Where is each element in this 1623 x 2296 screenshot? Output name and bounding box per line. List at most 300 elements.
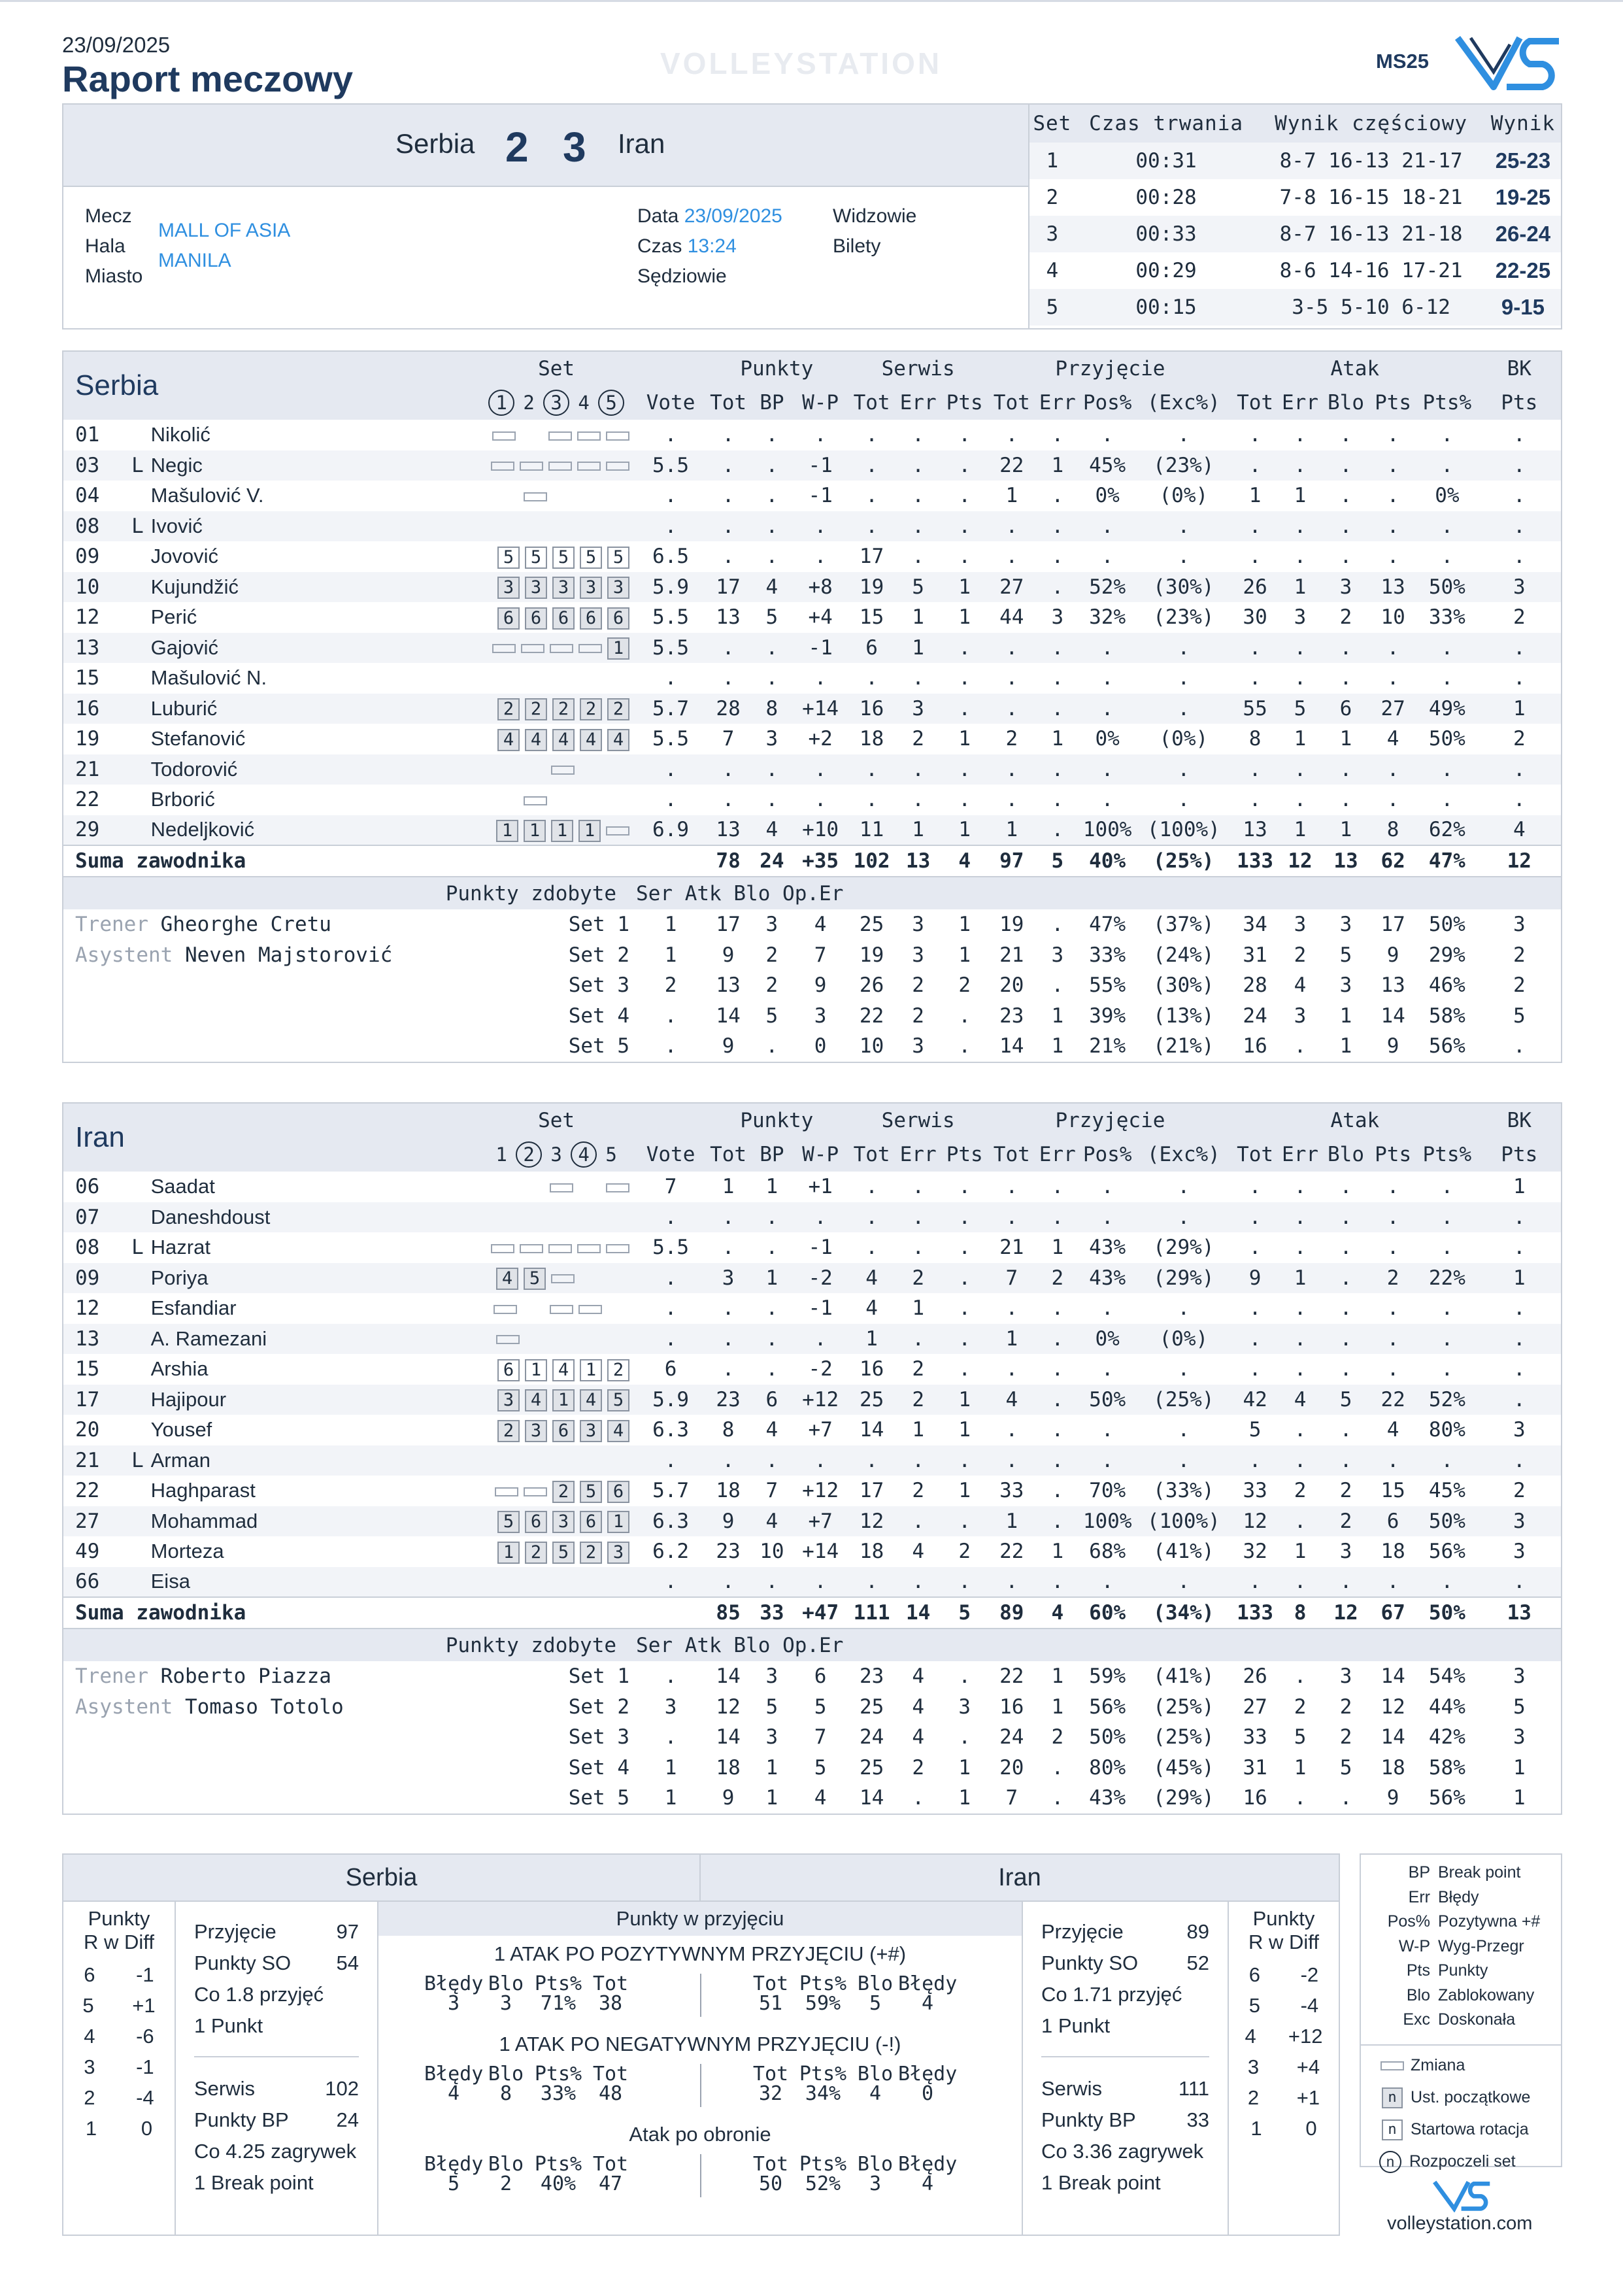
player-stat: 50% [1080,1385,1135,1415]
player-row[interactable] [63,1232,1561,1263]
player-stat: 33 [1243,1479,1267,1503]
player-stat: (30%) [1135,572,1233,603]
set-index: 1 [617,913,630,937]
player-stat: 2 [1294,1479,1307,1503]
player-stat: -2 [793,1263,848,1294]
player-row[interactable] [63,815,1561,846]
player-stat: . [1051,788,1064,812]
player-row[interactable] [63,1567,1561,1598]
label-mecz: Mecz [85,205,132,227]
player-name: Kujundžić [151,572,477,603]
player-stat: . [1478,1202,1561,1233]
venue-hall[interactable]: MALL OF ASIA [158,220,291,241]
reception-total-label: Przyjęcie [194,1920,276,1943]
player-name: Gajović [151,633,477,664]
substitution-marker [550,1183,573,1192]
player-stat: . [895,1202,941,1233]
pz-col-oper: Op.Er [782,1633,844,1657]
player-row[interactable] [63,1536,1561,1567]
starting-rotation-marker: 6 [607,607,629,630]
player-stat: . [1369,1567,1416,1598]
player-stat: 9 [705,1506,751,1537]
total-stat: 47% [1416,845,1477,877]
player-row[interactable] [63,633,1561,664]
set-stat: 24 [1243,1004,1267,1028]
player-stat: +2 [808,727,833,751]
col-group-bk: BK [1478,352,1561,386]
player-vote: 7 [664,1175,677,1199]
legend-desc: Break point [1438,1863,1521,1882]
player-stat: . [1177,545,1190,569]
set-index: 2 [617,943,630,967]
player-stat: 1 [1513,1175,1526,1199]
attack-col-value: 50 [758,2172,783,2195]
home-rotation-col [63,1902,176,2235]
top-rule [0,0,1623,2]
player-stat: . [1005,788,1018,812]
set-duration: 00:29 [1135,259,1197,282]
starting-rotation-marker: 1 [524,820,546,842]
player-row[interactable] [63,1263,1561,1294]
player-stat: . [1101,1418,1114,1442]
pz-ser: . [664,1034,677,1058]
set-stat: 50% [1428,913,1465,937]
player-stat: 23 [705,1385,751,1415]
player-stat: 1 [1278,572,1322,603]
per-set-row [63,1661,1561,1692]
attack-col-head: Tot [752,2153,789,2176]
player-row[interactable] [63,1445,1561,1476]
player-stat: . [1322,1202,1369,1233]
player-stat: 25 [848,1385,895,1415]
website-link[interactable]: volleystation.com [1387,2213,1533,2234]
libero-flag [124,602,150,633]
legend-desc: Pozytywna +# [1438,1912,1541,1931]
player-row[interactable] [63,602,1561,633]
player-stat: . [1441,666,1454,690]
starting-rotation-marker: 6 [525,1511,547,1533]
player-row[interactable] [63,1385,1561,1415]
set-partials: 8-6 14-16 17-21 [1279,259,1463,282]
col-sub: Err [895,1138,941,1172]
attack-block-title: Atak po obronie [629,2123,771,2146]
reception-total-value: 97 [336,1920,359,1943]
player-stat: 9 [1232,1263,1278,1294]
per-set-row [63,1722,1561,1753]
player-stat: 2 [1339,605,1352,630]
player-stat: 22% [1416,1263,1477,1294]
away-punkty-title: Punkty [1252,1907,1315,1930]
set-stat: 20 [999,973,1024,998]
substitution-marker [606,826,629,836]
player-row[interactable] [63,450,1561,481]
col-set: Set [1029,105,1075,143]
player-row[interactable] [63,663,1561,694]
substitution-marker [550,644,573,653]
set-stat: . [1051,1755,1064,1780]
player-number: 20 [75,1418,100,1442]
player-stat: . [1278,1202,1322,1233]
player-stat: 0% [1095,484,1120,508]
total-stat: 50% [1416,1597,1477,1629]
player-stat: (33%) [1153,1479,1214,1503]
set-stat: . [912,1786,924,1810]
substitution-marker [606,431,629,441]
rotation-number: 1 [85,2117,97,2140]
player-stat: . [1035,754,1080,785]
starting-rotation-marker: 4 [497,729,520,751]
pz-blo: 1 [765,1786,778,1810]
set-stat: 3 [1513,913,1526,937]
set-stat: 29% [1428,943,1465,967]
venue-labels [85,201,142,292]
player-number: 29 [63,815,124,846]
player-stat: . [941,1506,988,1537]
set-score: 25-23 [1485,143,1561,179]
player-number: 12 [75,605,100,630]
player-stat: 21 [999,1236,1024,1260]
player-stat: . [941,754,988,785]
player-row[interactable] [63,541,1561,572]
player-stat: . [1005,1296,1018,1321]
player-number: 49 [75,1540,100,1564]
substitution-marker [492,431,516,441]
player-row[interactable] [63,724,1561,754]
divider [194,2056,359,2057]
player-stat: . [1035,572,1080,603]
player-stat: . [705,450,751,481]
col-sub: Pos% [1080,1138,1135,1172]
player-stat: +8 [793,572,848,603]
player-sets [477,1202,636,1233]
libero-flag [124,633,150,664]
player-name: Negic [151,450,477,481]
total-stat: 14 [895,1597,941,1629]
player-stat: 4 [751,815,793,846]
set-label [477,1783,636,1814]
set-stat: 14 [1380,1004,1405,1028]
pz-ser: 1 [664,1786,677,1810]
player-vote: . [636,1324,705,1355]
player-stat: . [988,1567,1035,1598]
starting-rotation-marker: 2 [607,698,629,720]
set-stat: 2 [912,1755,924,1780]
rotation-diff: -4 [136,2086,154,2109]
libero-flag [124,1506,150,1537]
set-stat: 19 [999,913,1024,937]
player-stat: . [912,788,924,812]
set-stat: 26 [859,973,884,998]
player-row[interactable] [63,511,1561,542]
starting-rotation-marker: 5 [524,1268,546,1290]
player-stat: . [1177,423,1190,447]
label-widzowie: Widzowie [833,205,917,227]
set-index: 3 [617,1725,630,1749]
team-total-row [63,845,1561,877]
player-vote: 6.2 [652,1540,690,1564]
player-stat: 30 [1243,605,1267,630]
player-number: 22 [75,1479,100,1503]
col-sub: Pts [941,1138,988,1172]
player-stat: . [1035,633,1080,664]
player-row[interactable] [63,1202,1561,1233]
player-stat: 0% [1435,484,1460,508]
legend-panel [1360,1853,1562,2170]
score-bar [63,105,1028,187]
rotation-number: 6 [84,1963,95,1986]
player-stat: 22 [999,1540,1024,1564]
player-row[interactable] [63,1415,1561,1445]
player-stat: . [1513,788,1526,812]
player-row[interactable] [63,420,1561,450]
set-stat: 1 [1339,1004,1352,1028]
center-title: Punkty w przyjęciu [378,1902,1022,1936]
attack-col-value: 47 [598,2172,623,2195]
starting-rotation-marker: 4 [525,729,547,751]
player-stat: . [1101,1296,1114,1321]
attack-col-value: 4 [921,2172,934,2195]
col-sub: Pts% [1416,386,1477,420]
player-stat: . [1322,450,1369,481]
serve-total [194,2073,359,2104]
player-stat: . [1051,1357,1064,1381]
player-name: Hajipour [151,1385,477,1415]
starting-rotation-marker: 1 [552,1389,575,1411]
player-row[interactable] [63,694,1561,724]
pz-col-blo: Blo [733,1633,771,1657]
player-sets [477,754,636,785]
player-stat: 2 [895,1385,941,1415]
set-stat: 39% [1089,1004,1126,1028]
punkty-zdobyte-label: Punkty zdobyte [63,877,636,909]
player-name: Perić [150,605,197,629]
player-row[interactable] [63,1476,1561,1506]
col-partial: Wynik częściowy [1257,105,1484,143]
player-stat: . [988,754,1035,785]
player-stat: 13 [1232,815,1278,846]
player-stat: 2 [1005,727,1018,751]
player-stat: . [912,1175,924,1199]
player-stat: . [865,666,878,690]
set-stat: 4 [1294,973,1307,998]
player-stat: 5 [1248,1418,1262,1442]
player-stat: 4 [1278,1385,1322,1415]
player-stat: . [1135,754,1233,785]
total-stat: 5 [941,1597,988,1629]
player-stat: 56% [1428,1540,1465,1564]
player-stat: 1 [765,1175,778,1199]
sideout-points-label: Punkty SO [1041,1951,1139,1974]
serve-ratio: Co 3.36 zagrywek [1041,2140,1204,2163]
player-sets [477,602,636,633]
libero-flag [124,1476,150,1506]
set-duration: 00:33 [1075,216,1258,252]
col-sub: BP [751,386,793,420]
reception-ratio: Co 1.8 przyjęć [194,1983,324,2006]
set-stat: . [1051,913,1064,937]
player-stat: . [1177,666,1190,690]
attack-col-head: Blo [857,2153,894,2176]
substitution-marker [524,492,547,501]
set-stat: 3 [912,1034,924,1058]
summary-home-title: Serbia [63,1855,701,1902]
attack-col-value: 33% [540,2082,577,2105]
player-stat: 13 [1369,572,1416,603]
coach-name: Roberto Piazza [160,1664,331,1689]
col-sub: Blo [1322,386,1369,420]
player-stat: . [751,1324,793,1355]
away-rw-header: R w Diff [1248,1931,1319,1953]
player-stat: . [722,1236,735,1260]
legend-symbol-item [1379,2115,1556,2144]
player-stat: . [722,1357,735,1381]
player-stat: 28 [705,694,751,724]
player-row[interactable] [63,481,1561,511]
starting-rotation-marker: 2 [497,698,520,720]
reception-summary-panel [62,1853,1340,2236]
player-stat: 17 [859,545,884,569]
total-stat: 13 [895,845,941,877]
legend-item [1361,1958,1561,1983]
per-set-row [63,1001,1561,1032]
col-sub: Blo [1322,1138,1369,1172]
libero-flag: L [124,1445,150,1476]
set-stat: 31 [1243,1755,1267,1780]
pz-blo: . [765,1034,778,1058]
set-stat: 14 [1380,1725,1405,1749]
player-stat: . [793,1567,848,1598]
player-row[interactable] [63,1172,1561,1202]
attack-col-head: Pts% [799,1972,847,1995]
attack-col-head: Pts% [799,2063,847,2085]
set-stat: (29%) [1153,1786,1214,1810]
col-group-przyjecie: Przyjęcie [988,352,1232,386]
player-stat: . [1513,1236,1526,1260]
attack-col-head: Tot [592,2063,629,2085]
player-row[interactable] [63,1354,1561,1385]
assistant-name: Neven Majstorović [184,943,393,967]
player-vote: . [636,1567,705,1598]
player-row[interactable] [63,1293,1561,1324]
player-stat: -1 [808,1296,833,1321]
rotation-number: 2 [84,2086,95,2109]
set-prefix: Set [568,1786,605,1810]
set-stat: 1 [1051,1004,1064,1028]
venue-city[interactable]: MANILA [158,250,231,271]
sideout-points-value: 54 [336,1951,359,1974]
player-stat: . [1248,1296,1262,1321]
player-stat: 33 [999,1479,1024,1503]
rotation-row [63,2113,175,2144]
sum-label: Suma zawodnika [63,845,705,877]
set-played-marker: 2 [516,1141,542,1168]
player-row[interactable] [63,1324,1561,1355]
player-stat: . [912,484,924,508]
player-stat: 1 [958,1418,971,1442]
col-sub: Pts [1369,1138,1416,1172]
attack-col-value: 2 [499,2172,512,2195]
player-number: 13 [63,633,124,664]
set-index: 4 [617,1755,630,1780]
substitution-marker [521,644,544,653]
player-stat: 17 [859,1479,884,1503]
per-set-row [63,940,1561,971]
player-sets [477,815,636,846]
player-stat: (23%) [1153,605,1214,630]
player-stat: . [848,1445,895,1476]
starting-rotation-marker: 4 [580,729,602,751]
substitution-marker [520,462,543,471]
player-sets [477,1476,636,1506]
set-stat: 3 [912,943,924,967]
per-set-row [63,970,1561,1001]
player-stat: . [1248,423,1262,447]
set-stat: 3 [958,1695,971,1719]
initial-position-marker: 5 [525,547,547,569]
start-rotation-legend-icon: n [1382,2119,1403,2140]
set-partials: 8-7 16-13 21-17 [1257,143,1484,179]
player-stat: . [793,1202,848,1233]
libero-flag [124,815,150,846]
player-stat: . [705,1324,751,1355]
player-stat: -1 [793,633,848,664]
player-stat: 1 [848,1324,895,1355]
player-vote: . [636,1263,705,1294]
set-stat: 2 [1294,1695,1307,1719]
pz-blo: 1 [765,1755,778,1780]
player-stat: 4 [751,1506,793,1537]
total-stat: 133 [1232,1597,1278,1629]
col-sub: Tot [988,386,1035,420]
player-row[interactable] [63,572,1561,603]
starting-rotation-marker: 1 [607,637,629,660]
attack-col-value: 34% [805,2082,841,2105]
substitution-marker [524,1487,547,1496]
player-stat: 6 [1322,694,1369,724]
coach-label: Trener [75,913,148,937]
player-row[interactable] [63,1506,1561,1537]
player-stat: 5 [1278,694,1322,724]
player-stat: . [895,1445,941,1476]
col-sub: Pts [1478,386,1561,420]
player-stat: 62% [1416,815,1477,846]
set-stat: 14 [859,1786,884,1810]
total-stat: 13 [1478,1597,1561,1629]
player-vote: 5.5 [652,605,690,630]
player-stat: 100% [1080,1506,1135,1537]
player-stat: 2 [1513,727,1526,751]
player-number: 66 [63,1567,124,1598]
initial-position-marker: 6 [497,1359,520,1381]
player-row[interactable] [63,754,1561,785]
player-name: Luburić [151,694,477,724]
player-stat: +1 [808,1175,833,1199]
libero-flag: L [124,511,150,542]
set-stat: 5 [1294,1725,1307,1749]
set-stat: . [958,1004,971,1028]
player-stat: 27 [988,572,1035,603]
total-stat: 40% [1080,845,1135,877]
starting-rotation-marker: 2 [580,1542,602,1564]
pz-ser: 2 [664,973,677,998]
player-vote: 5.5 [636,450,705,481]
attack-block-title: 1 ATAK PO POZYTYWNYM PRZYJĘCIU (+#) [494,1942,907,1965]
match-date: 23/09/2025 [684,205,782,227]
player-row[interactable] [63,785,1561,815]
pz-ser: . [664,1725,677,1749]
set-duration: 00:15 [1075,289,1258,326]
player-stat: 1 [941,1385,988,1415]
